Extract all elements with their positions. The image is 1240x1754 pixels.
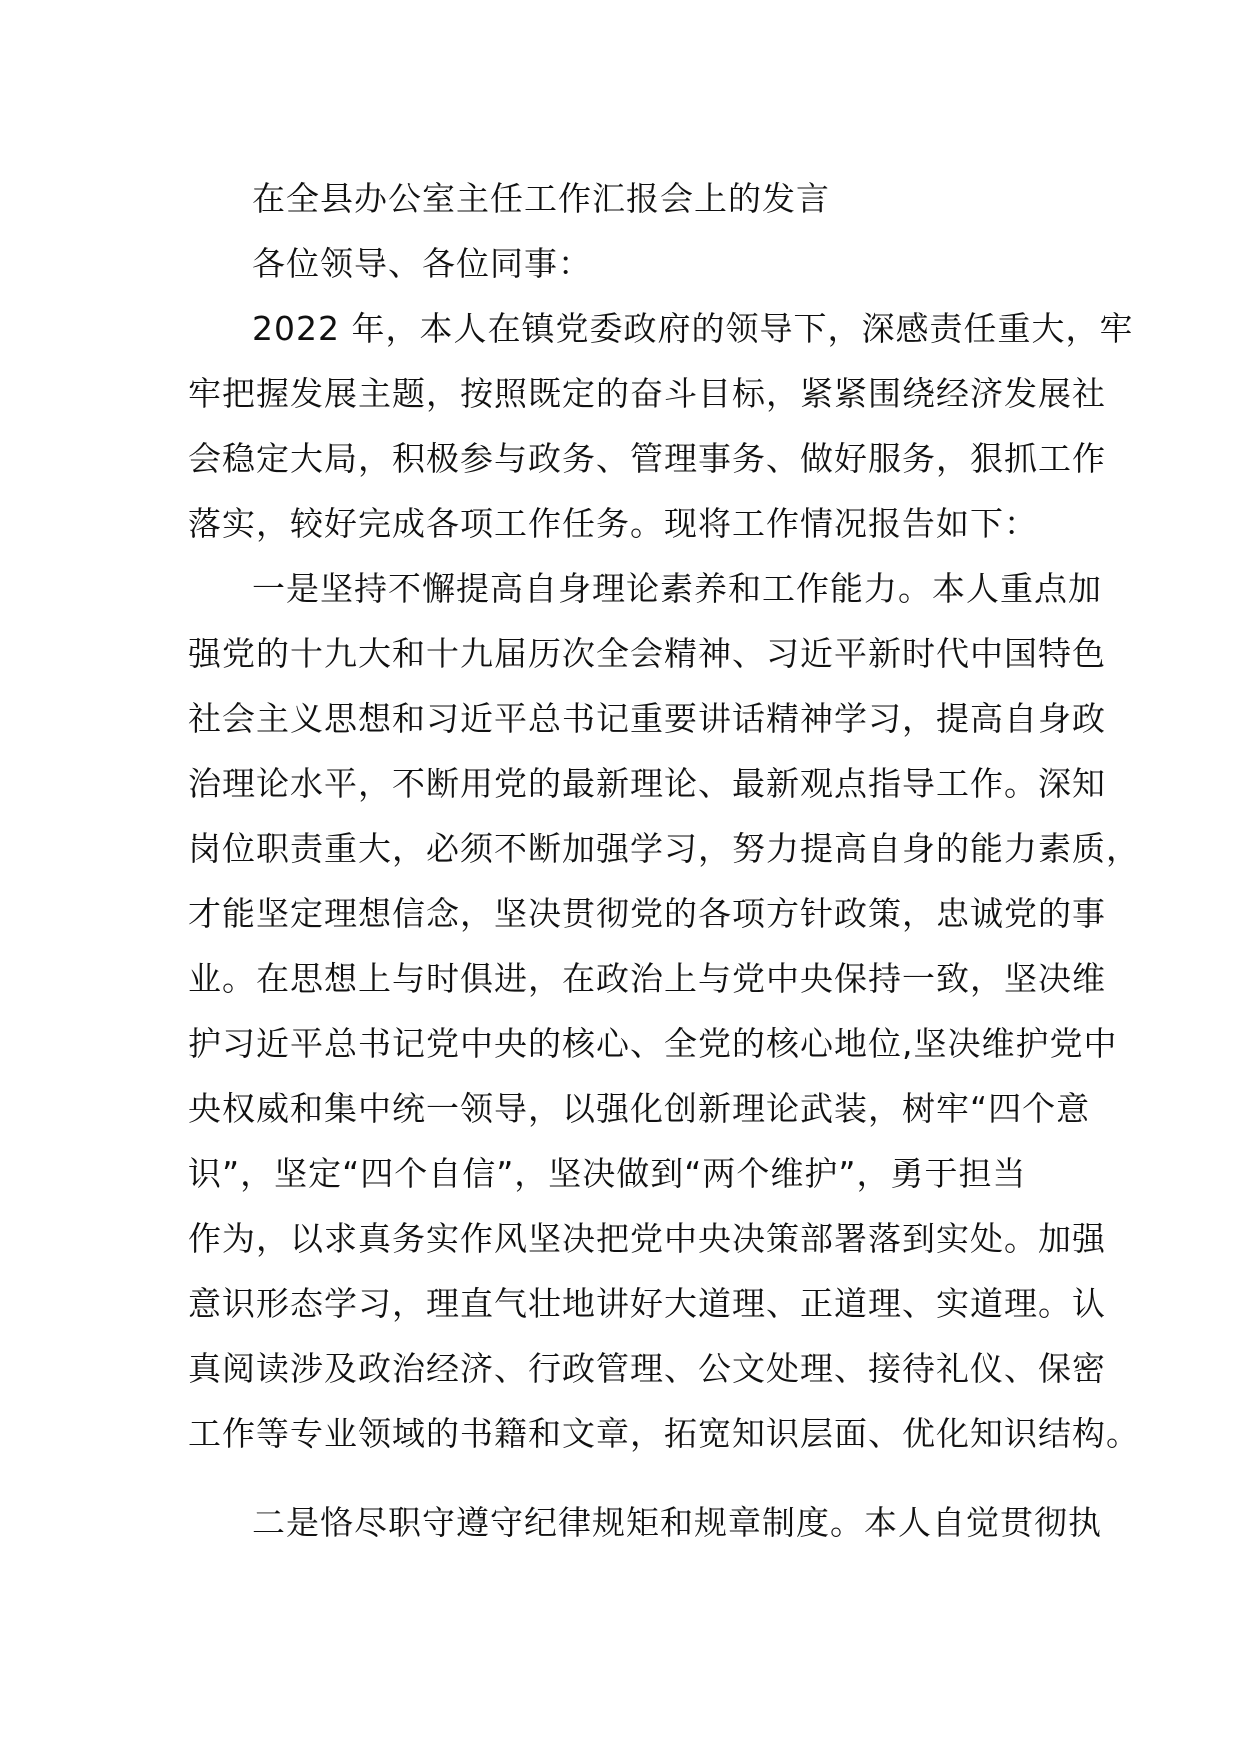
paragraph-line: 岗位职责重大，必须不断加强学习，努力提高自身的能力素质， (188, 829, 1140, 868)
document-body (188, 166, 1140, 1555)
paragraph-line: 强党的十九大和十九届历次全会精神、习近平新时代中国特色 (188, 634, 1106, 673)
paragraph-line: 作为，以求真务实作风坚决把党中央决策部署落到实处。加强 (188, 1219, 1106, 1258)
paragraph-line: 真阅读涉及政治经济、行政管理、公文处理、接待礼仪、保密 (188, 1349, 1106, 1388)
paragraph-line: 落实，较好完成各项工作任务。现将工作情况报告如下： (188, 504, 1038, 543)
paragraph-gap (188, 1466, 1068, 1490)
paragraph-line: 一是坚持不懈提高自身理论素养和工作能力。本人重点加 (252, 569, 1102, 608)
paragraph-line: 工作等专业领域的书籍和文章，拓宽知识层面、优化知识结构。 (188, 1414, 1140, 1453)
salutation: 各位领导、各位同事： (252, 244, 592, 283)
paragraph-line: 识”，坚定“四个自信”，坚决做到“两个维护”，勇于担当 (188, 1154, 1027, 1193)
paragraph-line: 才能坚定理想信念，坚决贯彻党的各项方针政策，忠诚党的事 (188, 894, 1106, 933)
paragraph-line: 央权威和集中统一领导，以强化创新理论武装，树牢“四个意 (188, 1089, 1091, 1128)
paragraph-line: 二是恪尽职守遵守纪律规矩和规章制度。本人自觉贯彻执 (252, 1503, 1102, 1542)
paragraph-line: 社会主义思想和习近平总书记重要讲话精神学习，提高自身政 (188, 699, 1106, 738)
paragraph-line: 牢把握发展主题，按照既定的奋斗目标，紧紧围绕经济发展社 (188, 374, 1106, 413)
paragraph-line: 治理论水平，不断用党的最新理论、最新观点指导工作。深知 (188, 764, 1106, 803)
paragraph-line: 2022 年，本人在镇党委政府的领导下，深感责任重大，牢 (252, 309, 1134, 348)
paragraph-line: 会稳定大局，积极参与政务、管理事务、做好服务，狠抓工作 (188, 439, 1106, 478)
paragraph-line: 护习近平总书记党中央的核心、全党的核心地位,坚决维护党中 (188, 1024, 1118, 1063)
document-title: 在全县办公室主任工作汇报会上的发言 (252, 179, 830, 218)
paragraph-line: 意识形态学习，理直气壮地讲好大道理、正道理、实道理。认 (188, 1284, 1106, 1323)
paragraph-line: 业。在思想上与时俱进，在政治上与党中央保持一致，坚决维 (188, 959, 1106, 998)
